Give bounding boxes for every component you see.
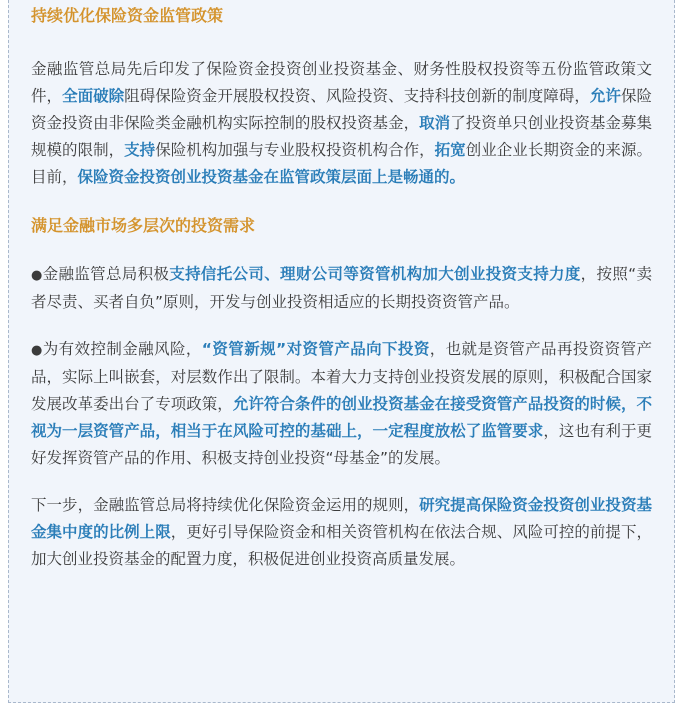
text-segment: ，更好引导保险资金和相关资管机构在依法合规、风险可控的前提下，加大创业投资基金的配置力度，积极促进创业投资高质量发展。 [31,523,652,568]
highlight-text: 允许符合条件的创业投资基金在接受资管产品投资的时候，不视为一层资管产品，相当于在风险可控的基础上，一定程度放松了监管要求 [31,395,652,440]
text-segment: 创业企业长期资金的来源。目前， [31,141,652,186]
text-segment: 金融监管总局先后印发了保险资金投资创业投资基金、财务性股权投资等五份监管政策文件， [31,60,652,105]
section-heading-insurance-policy: 持续优化保险资金监管政策 [31,6,224,25]
highlight-text: 取消 [419,114,451,132]
paragraph-next-steps [31,492,652,573]
highlight-text: 允许 [589,87,621,105]
text-segment: ，这也有利于更好发挥资管产品的作用、积极支持创业投资“母基金”的发展。 [31,422,652,467]
article-card [8,0,675,703]
text-segment: 阻碍保险资金开展股权投资、风险投资、支持科技创新的制度障碍， [124,87,590,105]
bullet-icon: ● [31,343,43,358]
paragraph-insurance-policy [31,56,652,191]
text-segment: 金融监管总局积极 [42,265,170,283]
highlight-text: 保险资金投资创业投资基金在监管政策层面上是畅通的。 [77,168,466,186]
text-segment: ，也就是资管产品再投资资管产品，实际上叫嵌套，对层数作出了限制。本着大力支持创业投资发展的原则，积极配合国家发展改革委出台了专项政策， [31,340,652,413]
highlight-text: “资管新规”对资管产品向下投资 [201,340,430,358]
highlight-text: 支持 [124,141,156,159]
text-segment: 保险资金投资由非保险类金融机构实际控制的股权投资基金， [31,87,652,132]
bullet-item-trust-support [31,261,652,316]
highlight-text: 支持信托公司、理财公司等资管机构加大创业投资支持力度 [169,265,581,283]
highlight-text: 研究提高保险资金投资创业投资基金集中度的比例上限 [31,496,652,541]
text-segment: 保险机构加强与专业股权投资机构合作， [155,141,435,159]
highlight-text: 拓宽 [434,141,466,159]
highlight-text: 全面破除 [62,87,125,105]
section-heading-market-demand: 满足金融市场多层次的投资需求 [31,216,256,235]
bullet-icon: ● [31,268,43,283]
text-segment: 为有效控制金融风险， [42,340,202,358]
text-segment: ，按照“卖者尽责、买者自负”原则，开发与创业投资相适应的长期投资资管产品。 [31,265,652,311]
text-segment: 了投资单只创业投资基金募集规模的限制， [31,114,652,159]
text-segment: 下一步，金融监管总局将持续优化保险资金运用的规则， [31,496,420,514]
bullet-item-asset-management-rules [31,336,652,472]
